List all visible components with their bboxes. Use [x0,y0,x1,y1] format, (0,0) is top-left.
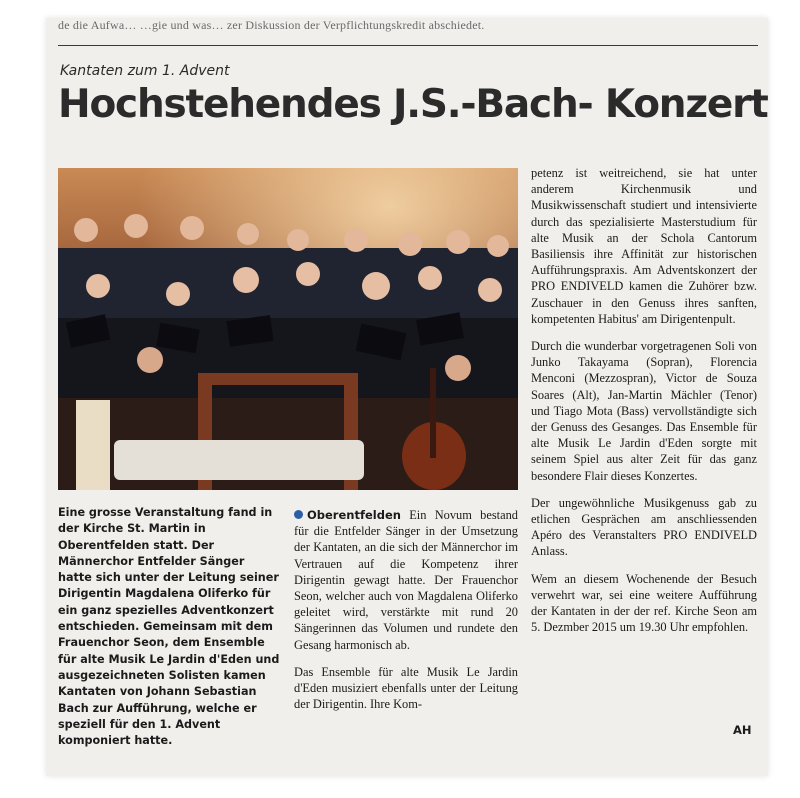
article-column-middle [294,507,518,723]
article-kicker: Kantaten zum 1. Advent [60,63,230,79]
bullet-dot-icon [294,510,303,519]
article-paragraph: Durch die wunderbar vorgetragenen Soli von Junko Takayama (Sopran), Florencia Menconi (Mezzospran), Victor de Souza Soares (Alt), Jan-Martin Mächler (Tenor) und Tiago Mota (Bass) vervollständigte sich der Genuss des Gesanges. Das Ensemble für alte Musik Le Jardin d'Eden sorgte mit seinem Spiel aus alter Zeit für das ganz besondere Flair dieses Konzertes. [531,339,757,483]
paragraph-text: Ein Novum bestand für die Entfelder Sänger in der Umsetzung der Kantaten, an die sich der Männerchor im Vertrauen auf die Kompetenz ihrer Dirigentin gewagt hatte. Der Frauenchor Seon, welcher auch von Magdalena Oliferko geleitet wird, verstärkte mit rund 20 Sängerinnen das Volumen und rundete den Gesang harmonisch ab. [294,508,518,652]
previous-article-fragment: de die Aufwa… …gie und was… zer Diskussion der Verpflichtungskredit abschiedet. [58,18,485,32]
top-rule [58,45,758,46]
article-paragraph: petenz ist weitreichend, sie hat unter anderem Kirchenmusik und Musikwissenschaft studiert und intensivierte durch das spezialisierte Masterstudium für alte Musik an der Schola Cantorum Basiliensis ihre Affinität zur historischen Aufführungspraxis. Am Adventskonzert der PRO ENDIVELD kamen die Zuhörer bzw. Zuschauer in den Genuss ihres sanften, kompetenten Habitus' am Dirigentenpult. [531,166,757,326]
article-column-right [531,165,757,646]
author-initials: AH [733,723,752,737]
choir-concert-photo [58,168,518,490]
article-paragraph [294,507,518,653]
dateline: Oberentfelden [307,508,401,522]
article-paragraph: Das Ensemble für alte Musik Le Jardin d'Eden musiziert ebenfalls unter der Leitung der Dirigentin. Ihre Kom- [294,664,518,712]
article-paragraph: Der ungewöhnliche Musikgenuss gab zu etlichen Gesprächen am anschliessenden Apéro des Veranstalters PRO ENDIVELD Anlass. [531,495,757,559]
article-headline: Hochstehendes J.S.-Bach- Konzert [58,82,768,127]
article-lead: Eine grosse Veranstaltung fand in der Kirche St. Martin in Oberentfelden statt. Der Männerchor Entfelder Sänger hatte sich unter der Leitung seiner Dirigentin Magdalena Oliferko für ein ganz spezielles Adventkonzert entschieden. Gemeinsam mit dem Frauenchor Seon, dem Ensemble für alte Musik Le Jardin d'Eden und ausgezeichneten Solisten kamen Kantaten von Johann Sebastian Bach zur Aufführung, welche er speziell für den 1. Advent komponiert hatte. [58,506,280,748]
article-paragraph: Wem an diesem Wochenende der Besuch verwehrt war, sei eine weitere Aufführung der Kantaten in der der ref. Kirche Seon am 5. Dezmber 2015 um 19.30 Uhr empfohlen. [531,571,757,635]
